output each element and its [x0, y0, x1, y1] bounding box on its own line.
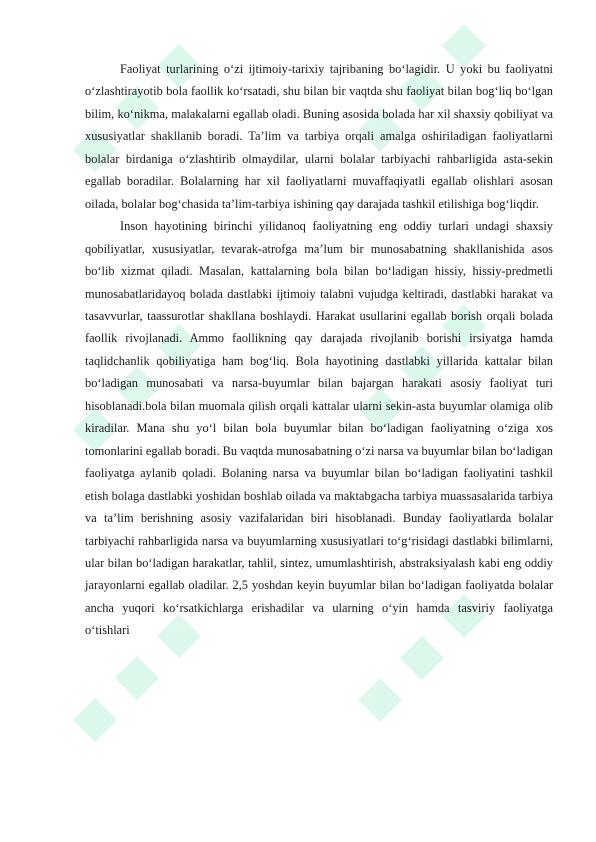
watermark-diamond: [400, 636, 444, 680]
watermark-diamond: [358, 678, 402, 722]
document-body: [85, 58, 553, 642]
paragraph-2: Inson hayotining birinchi yilidanoq faoliyatning eng oddiy turlari undagi shaxsiy qobiliyatlar, xususiyatlar, tevarak-atrofga ma’lum bir munosabatning shakllanishida asos bo‘lib xizmat qiladi. Masalan, kattalarning bola bilan bo‘ladigan hissiy, hissiy-predmetli munosabatlaridayoq bolada dastlabki ijtimoiy talabni vujudga keltiradi, dastlabki harakat va tasavvurlar, taassurotlar shakllana boshlaydi. Harakat usullarini egallab borish orqali bolada faollik rivojlanadi. Ammo faollikning qay darajada rivojlanib borishi irsiyatga hamda taqlidchanlik qobiliyatiga ham bog‘liq. Bola hayotining dastlabki yillarida kattalar bilan bo‘ladigan munosabati va narsa-buyumlar bilan bajargan harakati asosiy faoliyat turi hisoblanadi.bola bilan muomala qilish orqali kattalar ularni sekin-asta buyumlar olamiga olib kiradilar. Mana shu yo‘l bilan bola buyumlar bilan bo‘ladigan faoliyatning o‘ziga xos tomonlarini egallab boradi. Bu vaqtda munosabatning o‘zi narsa va buyumlar bilan bo‘ladigan faoliyatga aylanib qoladi. Bolaning narsa va buyumlar bilan bo‘ladigan faoliyatini tashkil etish bolaga dastlabki yoshidan boshlab oilada va maktabgacha tarbiya muassasalarida tarbiya va ta’lim berishning asosiy vazifalaridan biri hisoblanadi. Bunday faoliyatlarda bolalar tarbiyachi rahbarligida narsa va buyumlarning xususiyatlari to‘g‘risidagi dastlabki bilimlarni, ular bilan bo‘ladigan harakatlar, tahlil, sintez, umumlashtirish, abstraksiyalash kabi eng oddiy jarayonlarni egallab oladilar. 2,5 yoshdan keyin buyumlar bilan bo‘ladigan faoliyatda bolalar ancha yuqori ko‘rsatkichlarga erishadilar va ularning o‘yin hamda tasviriy faoliyatga o‘tishlari: [85, 219, 553, 638]
watermark-diamond: [73, 698, 117, 742]
watermark-diamond: [115, 656, 159, 700]
paragraph-1: Faoliyat turlarining o‘zi ijtimoiy-tarixiy tajribaning bo‘lagidir. U yoki bu faoliyatni o‘zlashtirayotib bola faollik ko‘rsatadi, shu bilan bir vaqtda shu faoliyat bilan bog‘liq bo‘lgan bilim, ko‘nikma, malakalarni egallab oladi. Buning asosida bolada har xil shaxsiy qobiliyat va xususiyatlar shakllanib boradi. Ta’lim va tarbiya orqali amalga oshiriladigan faoliyatlarni bolalar birdaniga o‘zlashtirib olmaydilar, ularni bolalar tarbiyachi rahbarligida asta-sekin egallab boradilar. Bolalarning har xil faoliyatlarni muvaffaqiyatli egallab olishlari asosan oilada, bolalar bog‘chasida ta’lim-tarbiya ishining qay darajada tashkil etilishiga bog‘liqdir.: [85, 62, 553, 211]
